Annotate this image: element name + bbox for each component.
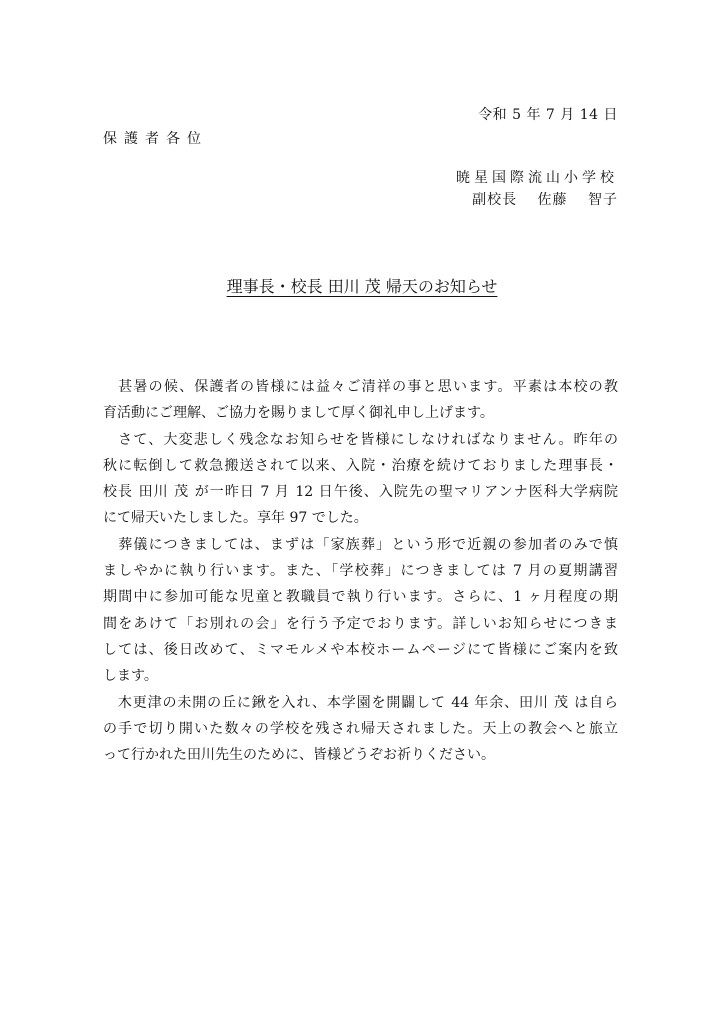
document-date: 令和 5 年 7 月 14 日	[478, 107, 618, 123]
body-line: 木更津の未開の丘に鍬を入れ、本学園を開闢して 44 年余、田川 茂 は自ら	[103, 694, 618, 711]
body-line: 甚暑の候、保護者の皆様には益々ご清祥の事と思います。平素は本校の教	[103, 379, 618, 395]
document-body	[103, 374, 618, 768]
body-line: 間をあけて「お別れの会」を行う予定でおります。詳しいお知らせにつきま	[103, 615, 618, 632]
body-line: 葬儀につきましては、まずは「家族葬」という形で近親の参加者のみで慎	[103, 536, 618, 553]
document-title	[0, 274, 724, 297]
recipient-line: 保護者各位	[103, 131, 208, 147]
body-line: ましやかに執り行います。また、「学校葬」につきましては 7 月の夏期講習	[103, 563, 618, 580]
body-line: 育活動にご理解、ご協力を賜りまして厚く御礼申し上げます。	[103, 405, 494, 422]
body-line: します。	[103, 668, 158, 685]
body-line: って行かれた田川先生のために、皆様どうぞお祈りください。	[103, 747, 495, 764]
sender-school: 暁星国際流山小学校	[456, 170, 618, 186]
body-line: の手で切り開いた数々の学校を残され帰天されました。天上の教会へと旅立	[103, 720, 618, 737]
body-line: しては、後日改めて、ミマモルメや本校ホームページにて皆様にご案内を致	[103, 641, 618, 658]
body-line: 秋に転倒して救急搬送されて以来、入院・治療を続けておりました理事長・	[103, 457, 618, 474]
document-title-text: 理事長・校長 田川 茂 帰天のお知らせ	[226, 277, 498, 296]
sender-person: 副校長 佐藤 智子	[472, 192, 618, 208]
body-line: さて、大変悲しく残念なお知らせを皆様にしなければなりません。昨年の	[103, 431, 618, 448]
body-line: にて帰天いたしました。享年 97 でした。	[103, 510, 368, 527]
body-line: 期間中に参加可能な児童と教職員で執り行います。さらに、1 ヶ月程度の期	[103, 589, 618, 606]
body-line: 校長 田川 茂 が一昨日 7 月 12 日午後、入院先の聖マリアンナ医科大学病院	[103, 484, 618, 501]
